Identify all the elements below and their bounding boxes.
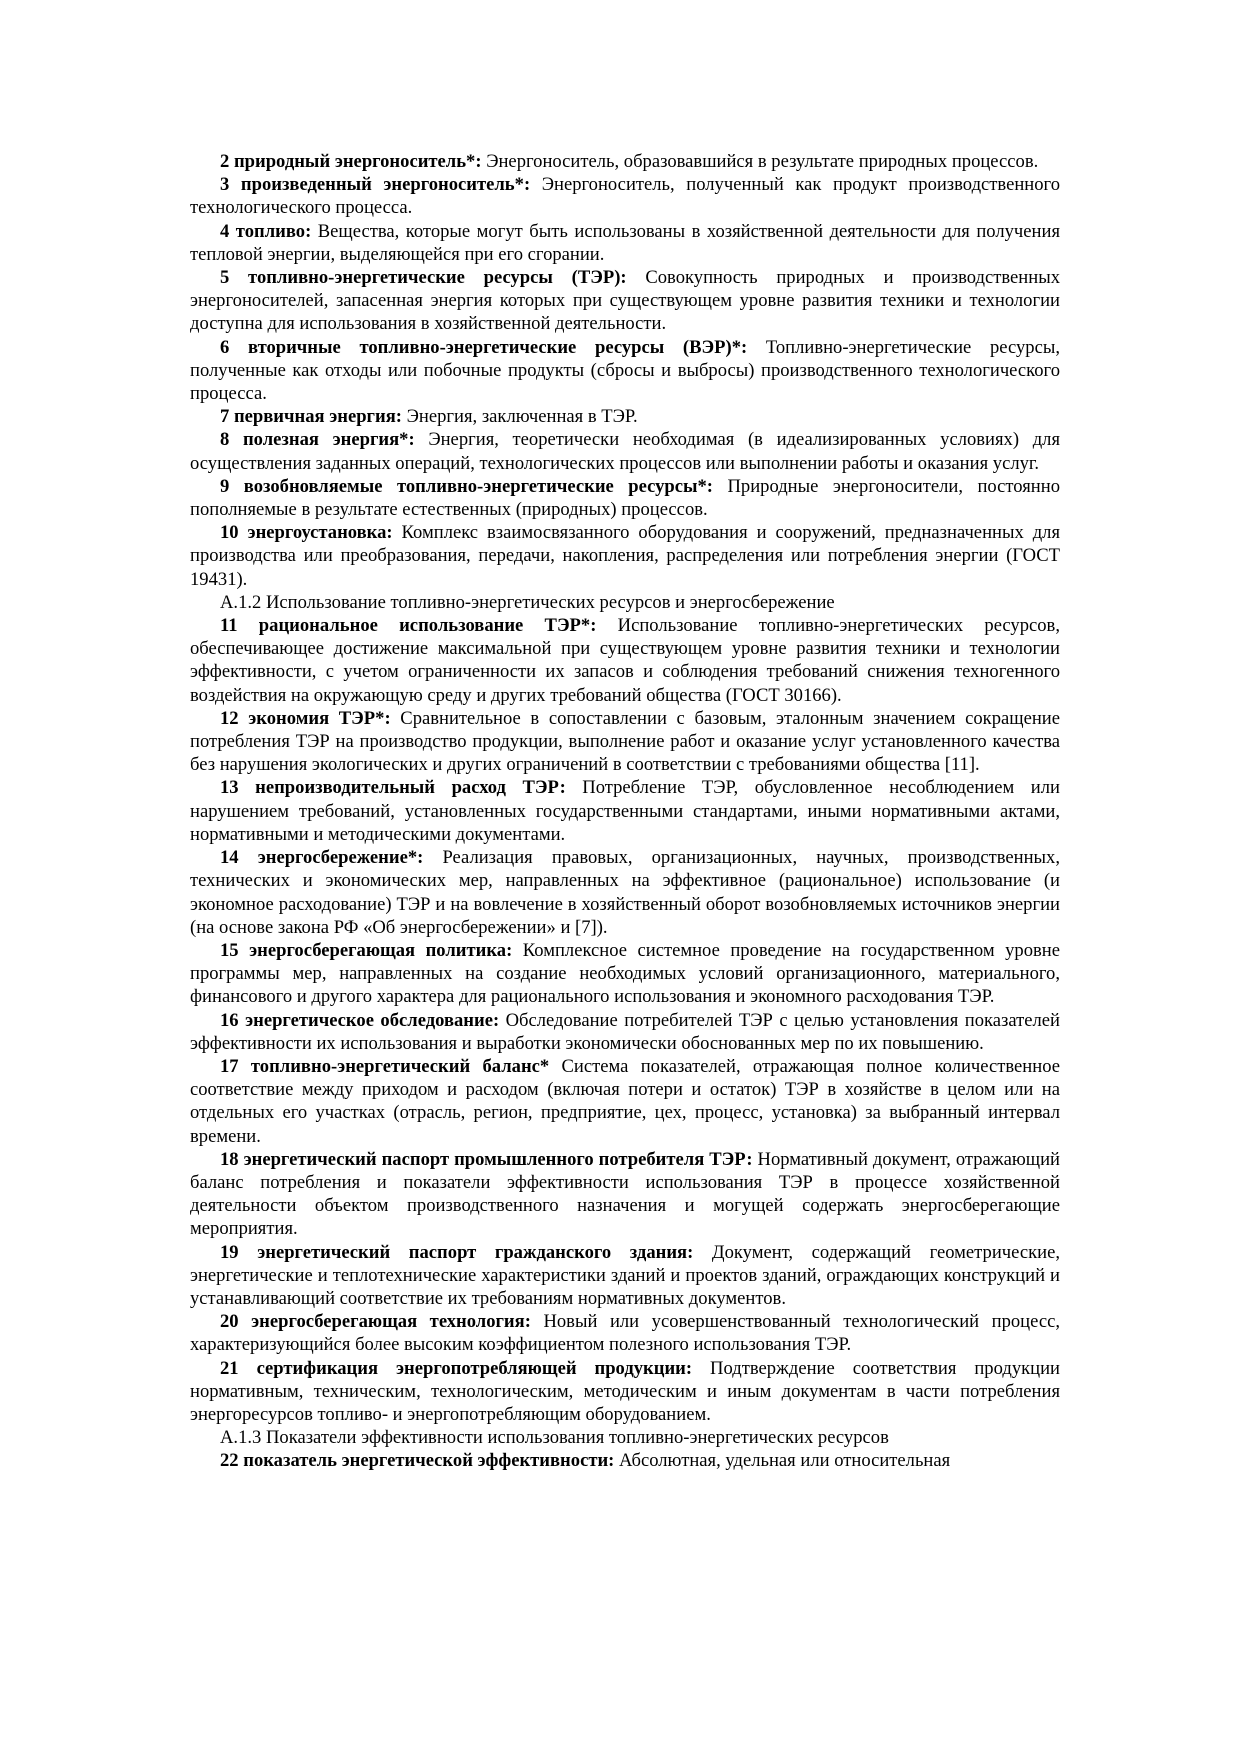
term-name: 16 энергетическое обследование: bbox=[220, 1009, 500, 1031]
term-entry bbox=[190, 614, 1060, 707]
term-name: 17 топливно-энергетический баланс* bbox=[220, 1055, 550, 1077]
section-heading-text: А.1.2 Использование топливно-энергетических ресурсов и энергосбережение bbox=[220, 591, 835, 613]
term-entry bbox=[190, 846, 1060, 939]
term-entry bbox=[190, 521, 1060, 591]
term-definition: Система показателей, отражающая полное количественное соответствие между приходом и расходом (включая потери и остаток) ТЭР в хозяйстве в целом или на отдельных его участках (отрасль, регион, предприятие, цех, процесс, установка) за выбранный интервал времени. bbox=[190, 1055, 1060, 1147]
term-definition: Реализация правовых, организационных, научных, производственных, технических и экономических мер, направленных на эффективное (рациональное) использование (и экономное расходование) ТЭР и на вовлечение в хозяйственный оборот возобновляемых источников энергии (на основе закона РФ «Об энергосбережении» и [7]). bbox=[190, 847, 1060, 938]
term-definition: Комплекс взаимосвязанного оборудования и сооружений, предназначенных для производства или преобразования, передачи, накопления, распределения или потребления энергии (ГОСТ 19431). bbox=[190, 522, 1060, 590]
term-definition: Новый или усовершенствованный технологический процесс, характеризующийся более высоким коэффициентом полезного использования ТЭР. bbox=[190, 1311, 1061, 1356]
term-definition: Абсолютная, удельная или относительная bbox=[614, 1450, 951, 1472]
term-definition: Подтверждение соответствия продукции нормативным, техническим, технологическим, методическим и иным документам в части потребления энергоресурсов топливо- и энергопотребляющим оборудованием. bbox=[190, 1357, 1061, 1425]
term-entry bbox=[190, 1310, 1060, 1356]
document-page bbox=[190, 150, 1060, 1473]
term-definition: Потребление ТЭР, обусловленное несоблюдением или нарушением требований, установленных государственными стандартами, иными нормативными актами, нормативными и методическими документами. bbox=[190, 777, 1060, 845]
term-name: 12 экономия ТЭР*: bbox=[220, 707, 391, 729]
term-definition: Совокупность природных и производственных энергоносителей, запасенная энергия которых при существующем уровне развития техники и технологии доступна для использования в хозяйственной деятельности. bbox=[190, 267, 1060, 335]
term-name: 6 вторичные топливно-энергетические ресурсы (ВЭР)*: bbox=[220, 336, 748, 358]
term-definition: Сравнительное в сопоставлении с базовым, эталонным значением сокращение потребления ТЭР на производство продукции, выполнение работ и оказание услуг установленного качества без нарушения экологических и других ограничений в соответствии с требованиями общества [11]. bbox=[190, 707, 1060, 776]
term-entry bbox=[190, 173, 1060, 219]
term-definition: Энергия, заключенная в ТЭР. bbox=[401, 406, 638, 428]
term-name: 18 энергетический паспорт промышленного потребителя ТЭР: bbox=[220, 1148, 753, 1170]
term-entry bbox=[190, 336, 1060, 406]
term-entry bbox=[190, 1009, 1060, 1055]
term-name: 14 энергосбережение*: bbox=[220, 847, 424, 869]
term-entry bbox=[190, 776, 1060, 846]
term-name: 10 энергоустановка: bbox=[220, 522, 393, 544]
term-definition: Топливно-энергетические ресурсы, полученные как отходы или побочные продукты (сбросы и выбросы) производственного технологического процесса. bbox=[190, 336, 1060, 405]
term-name: 7 первичная энергия: bbox=[220, 406, 402, 428]
term-definition: Энергия, теоретически необходимая (в идеализированных условиях) для осуществления заданных операций, технологических процессов или выполнении работы и оказания услуг. bbox=[190, 429, 1060, 474]
term-definition: Энергоноситель, образовавшийся в результате природных процессов. bbox=[481, 151, 1039, 172]
term-name: 3 произведенный энергоноситель*: bbox=[220, 174, 531, 196]
term-definition: Использование топливно-энергетических ресурсов, обеспечивающее достижение максимальной при существующем уровне развития техники и технологии эффективности, с учетом ограниченности их запасов и соблюдения требований снижения техногенного воздействия на окружающую среду и других требований общества (ГОСТ 30166). bbox=[190, 615, 1060, 706]
term-entry bbox=[190, 1241, 1060, 1311]
term-name: 13 непроизводительный расход ТЭР: bbox=[220, 777, 566, 799]
term-name: 19 энергетический паспорт гражданского здания: bbox=[220, 1241, 694, 1263]
term-definition: Нормативный документ, отражающий баланс потребления и показатели эффективности использования ТЭР в процессе хозяйственной деятельности объектом производственного назначения и могущей содержать энергосберегающие мероприятия. bbox=[190, 1148, 1060, 1240]
term-name: 2 природный энергоноситель*: bbox=[220, 151, 482, 172]
section-heading-text: А.1.3 Показатели эффективности использования топливно-энергетических ресурсов bbox=[220, 1427, 889, 1449]
term-entry bbox=[190, 220, 1060, 266]
term-definition: Природные энергоносители, постоянно пополняемые в результате естественных (природных) процессов. bbox=[190, 475, 1060, 521]
term-entry bbox=[190, 428, 1060, 474]
term-entry bbox=[190, 475, 1060, 521]
term-entry bbox=[190, 707, 1060, 777]
term-name: 22 показатель энергетической эффективности: bbox=[220, 1450, 615, 1472]
term-entry bbox=[190, 266, 1060, 336]
term-name: 9 возобновляемые топливно-энергетические ресурсы*: bbox=[220, 475, 713, 497]
term-entry bbox=[190, 939, 1060, 1009]
term-definition: Обследование потребителей ТЭР с целью установления показателей эффективности их использования и выработки экономически обоснованных мер по их повышению. bbox=[190, 1009, 1060, 1054]
section-heading bbox=[190, 1426, 1060, 1449]
term-entry bbox=[190, 1449, 1060, 1472]
term-definition: Комплексное системное проведение на государственном уровне программы мер, направленных на создание необходимых условий организационного, материального, финансового и другого характера для рационального использования и экономного расходования ТЭР. bbox=[190, 939, 1060, 1008]
term-name: 15 энергосберегающая политика: bbox=[220, 939, 513, 961]
term-entry bbox=[190, 1055, 1060, 1148]
term-name: 11 рациональное использование ТЭР*: bbox=[220, 615, 597, 637]
term-entry bbox=[190, 1357, 1060, 1427]
section-heading bbox=[190, 591, 1060, 614]
term-entry bbox=[190, 1148, 1060, 1241]
term-definition: Документ, содержащий геометрические, энергетические и теплотехнические характеристики зданий и проектов зданий, ограждающих конструкций и устанавливающий соответствие их требованиям нормативных документов. bbox=[190, 1241, 1060, 1309]
term-name: 21 сертификация энергопотребляющей продукции: bbox=[220, 1357, 693, 1379]
term-entry bbox=[190, 150, 1060, 173]
term-entry bbox=[190, 405, 1060, 428]
term-name: 5 топливно-энергетические ресурсы (ТЭР): bbox=[220, 267, 627, 289]
term-name: 8 полезная энергия*: bbox=[220, 429, 415, 451]
term-name: 4 топливо: bbox=[220, 220, 312, 242]
term-definition: Энергоноситель, полученный как продукт производственного технологического процесса. bbox=[190, 174, 1060, 219]
term-name: 20 энергосберегающая технология: bbox=[220, 1311, 531, 1333]
term-definition: Вещества, которые могут быть использованы в хозяйственной деятельности для получения тепловой энергии, выделяющейся при его сгорании. bbox=[190, 220, 1060, 265]
